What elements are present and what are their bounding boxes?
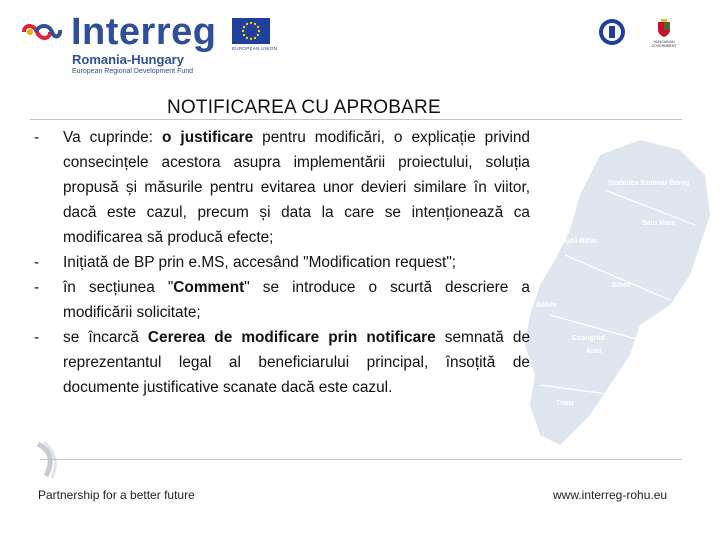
- item-text: se încarcă: [63, 329, 148, 346]
- title-divider: [30, 119, 682, 120]
- item-text: pentru modificări, o explicație privind consecințele acestora asupra implementării proiectului, soluția propusă și măsurile pentru evitarea unor devieri similare în viitor, dacă este cazul, precum și data la care se intenționează ca modificarea să producă efecte;: [63, 129, 530, 246]
- map-label-bihor: Bihor: [612, 282, 631, 289]
- footer-website-link[interactable]: www.interreg-rohu.eu: [553, 488, 668, 502]
- list-item: [30, 250, 530, 275]
- item-bold-text: Cererea de modificare prin notificare: [147, 329, 436, 346]
- bullet-dash: -: [34, 254, 40, 271]
- hungarian-government-label: HUNGARIAN GOVERNMENT: [651, 40, 677, 48]
- hungarian-government-emblem-icon: [652, 18, 676, 38]
- item-bold-text: Comment: [173, 279, 245, 296]
- map-label-arad: Arad: [586, 348, 602, 355]
- eu-label: EUROPEAN UNION: [232, 46, 278, 51]
- bullet-dash: -: [34, 329, 40, 346]
- bullet-dash: -: [34, 279, 40, 296]
- footer-divider: [40, 459, 682, 460]
- fund-name: European Regional Development Fund: [72, 68, 194, 75]
- region-map: [520, 135, 720, 465]
- brand-name: Interreg: [71, 11, 217, 53]
- eu-flag-icon: [232, 18, 270, 44]
- item-bold-text: o justificare: [162, 129, 254, 146]
- bullet-list: [30, 125, 530, 400]
- list-item: [30, 125, 530, 250]
- item-text: în secțiunea ": [63, 279, 174, 296]
- footer-tagline: Partnership for a better future: [38, 488, 195, 502]
- list-item: [30, 275, 530, 325]
- interreg-logo-icon: [20, 20, 64, 44]
- map-label-timis: Timiș: [556, 400, 575, 407]
- map-label-hajdu-bihar: Hajdú-Bihar: [558, 238, 598, 245]
- corner-swirl-icon: [32, 440, 62, 480]
- item-text: Va cuprinde:: [63, 129, 163, 146]
- item-text: " se introduce o scurtă descriere a modificării solicitate;: [63, 279, 530, 321]
- map-label-szabolcs: Szabolcs Szatmár Bereg: [608, 180, 690, 187]
- header: [0, 0, 720, 85]
- item-text: semnată de reprezentantul legal al beneficiarului principal, însoțită de documente justificative scanate dacă este cazul.: [63, 329, 530, 396]
- map-label-bekes: Békés: [536, 302, 557, 309]
- map-label-csongrad: Csongrád: [572, 335, 605, 342]
- romanian-government-emblem-icon: [598, 18, 626, 46]
- map-label-satu-mare: Satu Mare: [642, 220, 676, 227]
- slide-title: NOTIFICAREA CU APROBARE: [167, 97, 441, 118]
- program-name: Romania-Hungary: [72, 52, 184, 67]
- list-item: [30, 325, 530, 400]
- bullet-dash: -: [34, 129, 40, 146]
- item-text: Inițiată de BP prin e.MS, accesând "Modification request";: [63, 254, 457, 271]
